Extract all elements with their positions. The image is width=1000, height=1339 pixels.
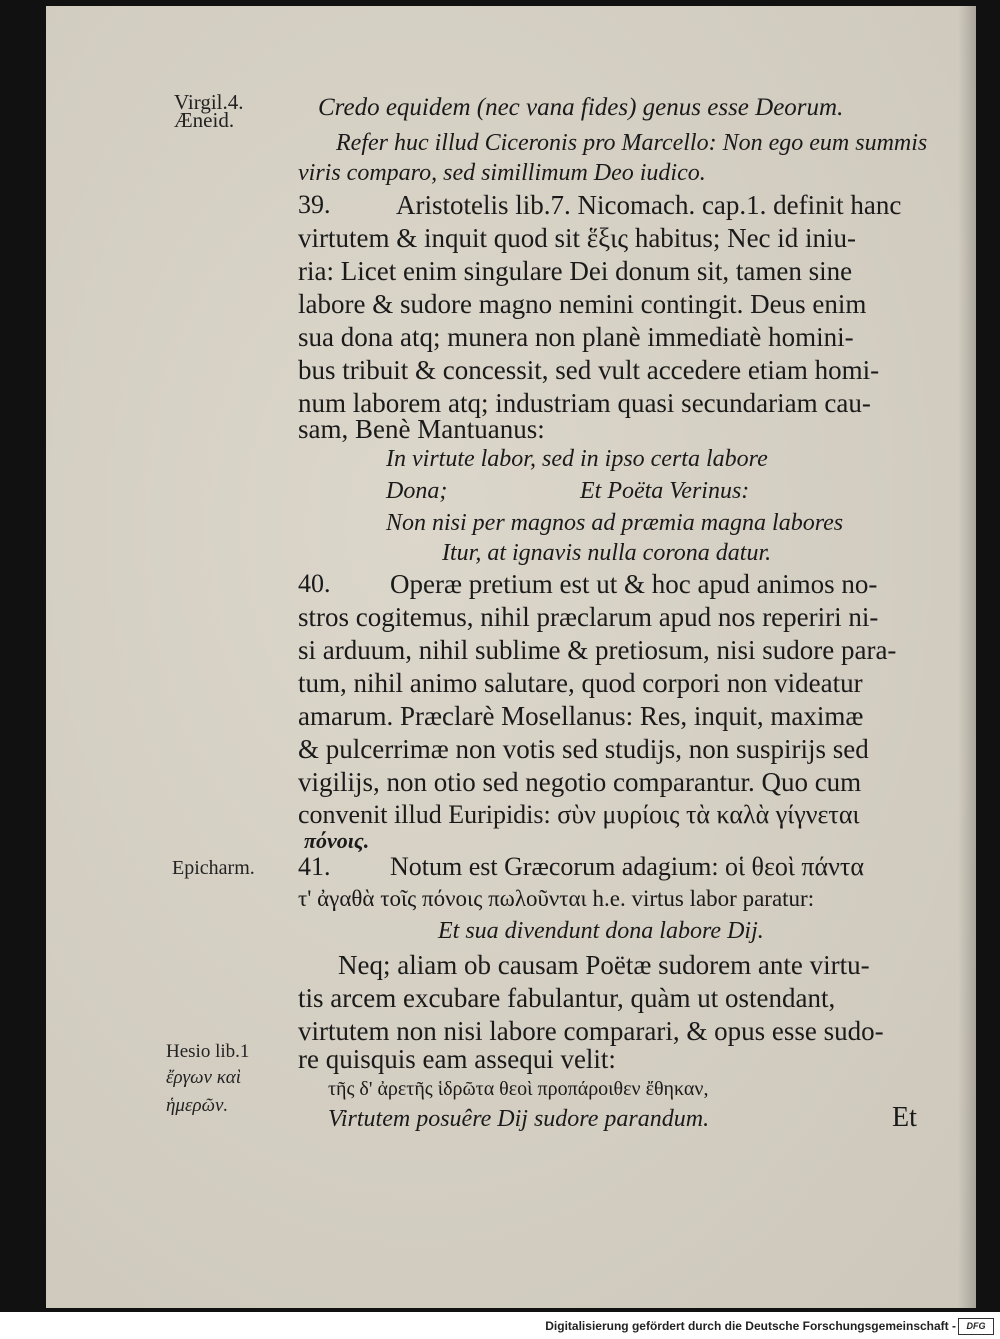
footer-credit: Digitalisierung gefördert durch die Deutsche Forschungsgemeinschaft -: [545, 1319, 956, 1333]
footer-bar: [0, 1312, 1000, 1339]
text-line: vigilijs, non otio sed negotio comparantur. Quo cum: [298, 767, 862, 797]
text-line: labore & sudore magno nemini contingit. Deus enim: [298, 289, 867, 319]
book-page: [46, 6, 976, 1308]
text-line: & pulcerrimæ non votis sed studijs, non suspirijs sed: [298, 734, 869, 764]
margin-note-ergon: ἔργων καὶ: [166, 1067, 242, 1088]
text-line: Operæ pretium est ut & hoc apud animos no-: [390, 569, 878, 599]
text-line: πόνοις.: [304, 828, 370, 853]
text-line: Aristotelis lib.7. Nicomach. cap.1. definit hanc: [396, 190, 902, 220]
text-line: ria: Licet enim singulare Dei donum sit, tamen sine: [298, 256, 853, 286]
paragraph-number: 41.: [298, 852, 331, 881]
verse-line: Et Poëta Verinus:: [580, 478, 750, 504]
margin-note-hesio: Hesio lib.1: [166, 1041, 250, 1062]
text-line: amarum. Præclarè Mosellanus: Res, inquit, maximæ: [298, 701, 864, 731]
text-line: Credo equidem (nec vana fides) genus esse Deorum.: [318, 94, 844, 121]
verse-line: Et sua divendunt dona labore Dij.: [438, 918, 764, 944]
text-line: num laborem atq; industriam quasi secundariam cau-: [298, 388, 871, 418]
text-line: viris comparo, sed simillimum Deo iudico.: [298, 160, 706, 186]
text-line: bus tribuit & concessit, sed vult accedere etiam homi-: [298, 355, 880, 385]
catchword: Et: [892, 1102, 917, 1133]
margin-note-virgil: Virgil.4.: [174, 90, 244, 114]
text-line: virtutem non nisi labore comparari, & opus esse sudo-: [298, 1016, 884, 1046]
text-line: sam, Benè Mantuanus:: [298, 414, 545, 444]
text-line: Refer huc illud Ciceronis pro Marcello: Non ego eum summis: [336, 130, 928, 156]
text-line: virtutem & inquit quod sit ἕξις habitus; Nec id iniu-: [298, 223, 857, 253]
text-line: tis arcem excubare fabulantur, quàm ut ostendant,: [298, 983, 836, 1013]
verse-line: Itur, at ignavis nulla corona datur.: [442, 540, 772, 566]
text-line: Neq; aliam ob causam Poëtæ sudorem ante virtu-: [338, 950, 870, 980]
verse-line: Dona;: [386, 478, 448, 504]
text-line: Notum est Græcorum adagium: οἱ θεοὶ πάντα: [390, 852, 864, 881]
text-line: τ' ἀγαθὰ τοῖς πόνοις πωλοῦνται h.e. virtus labor paratur:: [298, 886, 815, 911]
text-line: convenit illud Euripidis: σὺν μυρίοις τὰ καλὰ γίγνεται: [298, 800, 860, 829]
margin-note-epicharm: Epicharm.: [172, 857, 255, 879]
page-edge-shadow: [958, 6, 976, 1308]
dfg-logo: DFG: [958, 1318, 994, 1335]
text-line: re quisquis eam assequi velit:: [298, 1044, 616, 1074]
text-line: stros cogitemus, nihil præclarum apud nos reperiri ni-: [298, 602, 879, 632]
verse-line: Virtutem posuêre Dij sudore parandum.: [328, 1106, 710, 1132]
paragraph-number: 40.: [298, 569, 331, 598]
greek-verse-line: τῆς δ' ἀρετῆς ἱδρῶτα θεοὶ προπάροιθεν ἔθηκαν,: [328, 1078, 709, 1100]
margin-note-hemeron: ἡμερῶν.: [166, 1095, 229, 1116]
margin-note-aeneid: Æneid.: [174, 108, 235, 132]
text-line: tum, nihil animo salutare, quod corpori non videatur: [298, 668, 863, 698]
text-line: sua dona atq; munera non planè immediatè homini-: [298, 322, 854, 352]
verse-line: In virtute labor, sed in ipso certa labore: [386, 446, 768, 472]
verse-line: Non nisi per magnos ad præmia magna labores: [386, 510, 844, 536]
text-line: si arduum, nihil sublime & pretiosum, nisi sudore para-: [298, 635, 897, 665]
paragraph-number: 39.: [298, 190, 331, 219]
